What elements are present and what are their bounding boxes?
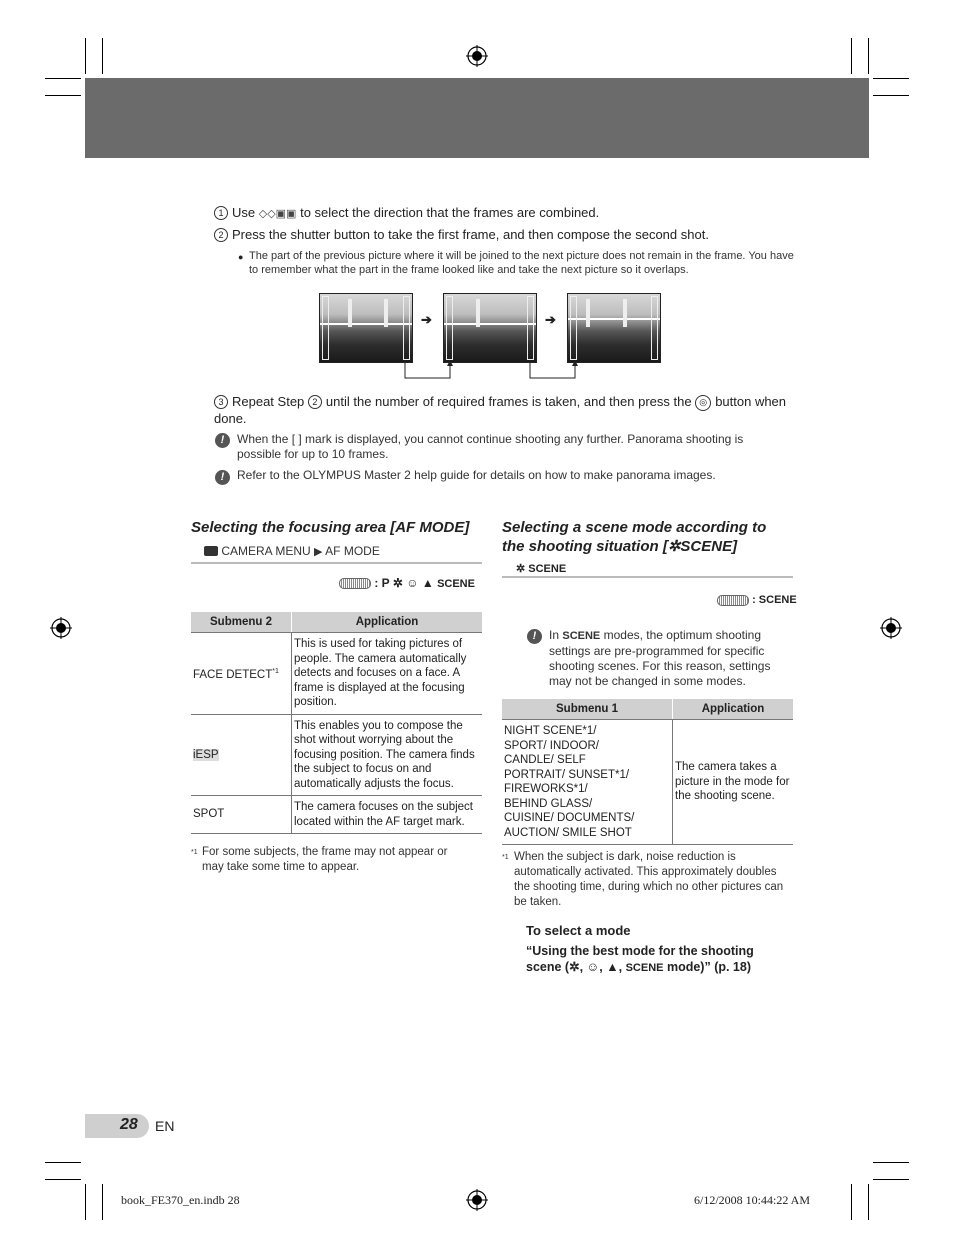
face-mode-icon: ☺ xyxy=(406,576,419,590)
crop-mark xyxy=(45,1179,81,1180)
note-panorama-limit: When the [ ] mark is displayed, you cannot continue shooting any further. Panorama shooting is possible for up to 10 frames. xyxy=(237,432,744,461)
crop-mark xyxy=(873,78,909,79)
scene-list-item: PORTRAIT/ SUNSET*1/ xyxy=(504,768,630,781)
scene-list-item: SPORT/ INDOOR/ xyxy=(504,739,599,752)
to-select-heading: To select a mode xyxy=(526,923,631,938)
scene-table xyxy=(502,699,793,845)
scene-list-item: NIGHT SCENE*1/ xyxy=(504,725,597,737)
note-olympus-master: Refer to the OLYMPUS Master 2 help guide for details on how to make panorama images. xyxy=(237,468,716,482)
table-row xyxy=(502,720,793,845)
crop-mark xyxy=(868,38,869,74)
section-title-scene-mode: Selecting a scene mode according to the shooting situation [✲SCENE] xyxy=(502,519,767,555)
footnote: $^{*1}$ For some subjects, the frame may not appear or may take some time to appear. xyxy=(191,846,448,873)
crop-mark xyxy=(873,1179,909,1180)
divider xyxy=(502,576,793,578)
footer-date: 6/12/2008 10:44:22 AM xyxy=(694,1193,811,1207)
step-number: 2 xyxy=(214,228,228,242)
column-header: Submenu 2 xyxy=(191,612,292,633)
scene-mode-icon: ✲ xyxy=(516,563,526,575)
direction-buttons-icon: ◇◇▣▣ xyxy=(258,208,297,220)
step-2-bullet: The part of the previous picture where it will be joined to the next picture does not remain in the frame. You have to remember what the part in the frame looked like and take the next picture so it overlaps. xyxy=(249,250,794,276)
scene-list-item: BEHIND GLASS/ xyxy=(504,797,593,810)
step-3: 3 Repeat Step 2 until the number of required frames is taken, and then press the ◎ button when done. xyxy=(214,394,787,426)
registration-mark-icon xyxy=(466,45,488,67)
step-1: 1 Use ◇◇▣▣ to select the direction that the frames are combined. xyxy=(214,205,599,222)
page-number: 28 xyxy=(120,1116,138,1133)
ok-button-icon: ◎ xyxy=(695,395,711,411)
table-row: FACE DETECT$^{*1}$ This is used for taking pictures of people. The camera automatically detects and focuses on a face. A frame is displayed at the focusing position. xyxy=(191,633,482,715)
panorama-frame-3 xyxy=(567,293,661,363)
menu-path: CAMERA MENU ▶ AF MODE xyxy=(204,544,380,558)
application-text: The camera takes a picture in the mode for the shooting scene. xyxy=(673,720,794,845)
crop-mark xyxy=(102,1184,103,1220)
scene-mode-icon: ✲ xyxy=(667,538,681,555)
divider xyxy=(191,562,482,564)
crop-mark xyxy=(102,38,103,74)
table-row: SPOT The camera focuses on the subject located within the AF target mark. xyxy=(191,796,482,834)
scene-list-item: CANDLE/ SELF xyxy=(504,754,586,766)
af-mode-table xyxy=(191,612,482,834)
scene-list-item: AUCTION/ SMILE SHOT xyxy=(504,826,632,839)
column-header: Application xyxy=(673,699,794,720)
portrait-mode-icon: ✲ xyxy=(392,576,403,590)
crop-mark xyxy=(851,1184,852,1220)
crop-mark xyxy=(868,1184,869,1220)
mode-dial-icon xyxy=(339,578,371,589)
step-number: 3 xyxy=(214,395,228,409)
column-header: Application xyxy=(292,612,483,633)
note-scene-settings: In SCENE modes, the optimum shooting settings are pre-programmed for specific shooting scenes. For this reason, settings may not be changed in some modes. xyxy=(549,628,771,688)
panorama-frame-2 xyxy=(443,293,537,363)
overlap-connector xyxy=(400,360,585,382)
portrait-mode-icon: ✲ xyxy=(569,960,580,974)
page-reference: “Using the best mode for the shooting scene (✲, ☺, ▲, SCENE mode)” (p. 18) xyxy=(526,944,754,974)
caution-icon: ! xyxy=(527,629,542,644)
header-bar xyxy=(85,78,869,158)
step-2: 2 Press the shutter button to take the first frame, and then compose the second shot. xyxy=(214,227,709,243)
page-number-tab xyxy=(85,1114,149,1138)
scene-submenu: ✲ SCENE xyxy=(516,563,567,575)
camera-icon xyxy=(204,546,218,556)
registration-mark-icon xyxy=(880,617,902,639)
right-arrow-icon: ➔ xyxy=(545,312,556,327)
crop-mark xyxy=(85,1184,86,1220)
landscape-mode-icon: ▲ xyxy=(606,960,619,974)
mode-dial-icon xyxy=(717,595,749,606)
crop-mark xyxy=(851,38,852,74)
footnote: $^{*1}$ When the subject is dark, noise reduction is automatically activated. This approximately doubles the shooting time, during which no other pictures can be taken. xyxy=(502,851,784,908)
scene-list-item: CUISINE/ DOCUMENTS/ xyxy=(504,812,635,824)
crop-mark xyxy=(45,1162,81,1163)
column-header: Submenu 1 xyxy=(502,699,673,720)
crop-mark xyxy=(873,95,909,96)
panorama-frame-1 xyxy=(319,293,413,363)
caution-icon: ! xyxy=(215,470,230,485)
caution-icon: ! xyxy=(215,433,230,448)
triangle-right-icon: ▶ xyxy=(314,546,323,558)
crop-mark xyxy=(873,1162,909,1163)
section-title-af-mode: Selecting the focusing area [AF MODE] xyxy=(191,519,470,536)
step-reference: 2 xyxy=(308,395,322,409)
right-arrow-icon: ➔ xyxy=(421,312,432,327)
page-language: EN xyxy=(155,1118,175,1134)
landscape-mode-icon: ▲ xyxy=(421,576,434,590)
bullet-icon: ● xyxy=(238,252,244,262)
scene-list-item: FIREWORKS*1/ xyxy=(504,783,588,795)
table-row: iESP This enables you to compose the shot without worrying about the focusing position. The camera finds the subject to focus on and automatically adjusts the focus. xyxy=(191,714,482,796)
crop-mark xyxy=(45,78,81,79)
step-number: 1 xyxy=(214,206,228,220)
footer-file: book_FE370_en.indb 28 xyxy=(121,1193,240,1207)
registration-mark-icon xyxy=(50,617,72,639)
registration-mark-icon xyxy=(466,1189,488,1211)
crop-mark xyxy=(85,38,86,74)
available-modes: : P ✲ ☺ ▲ SCENE xyxy=(339,576,475,590)
available-modes: : SCENE xyxy=(717,594,797,606)
crop-mark xyxy=(45,95,81,96)
face-mode-icon: ☺ xyxy=(586,960,600,974)
